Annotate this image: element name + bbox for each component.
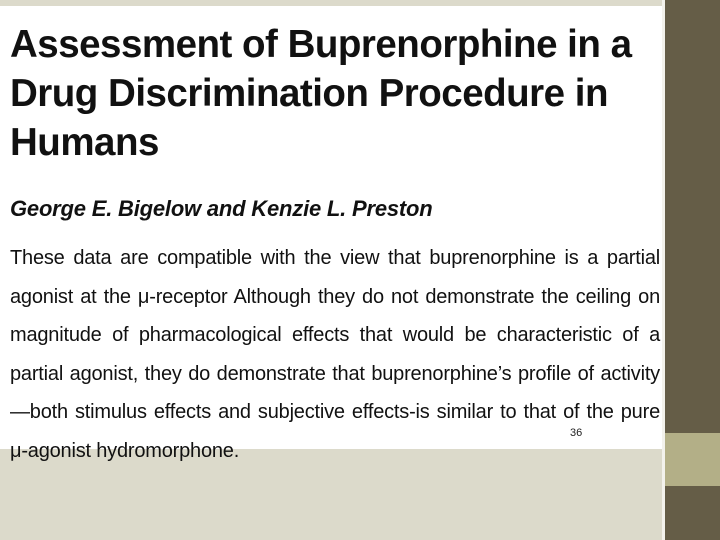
slide-content-image (0, 6, 662, 462)
sidebar-accent-block (665, 433, 720, 486)
slide-number: 36 (570, 427, 583, 439)
slide-body-text: These data are compatible with the view that buprenorphine is a partial agonist at the μ-receptor Although they do not demonstrate the ceiling on magnitude of pharmacological effects that would be characteristic of a partial agonist, they do demonstrate that buprenorphine’s profile of activity—both stimulus effects and subjective effects-is similar to that of the pure μ-agonist hydromorphone. (10, 247, 660, 462)
slide-authors: George E. Bigelow and Kenzie L. Preston (10, 196, 433, 221)
slide-title: Assessment of Buprenorphine in a Drug Discrimination Procedure in Humans (10, 23, 632, 164)
